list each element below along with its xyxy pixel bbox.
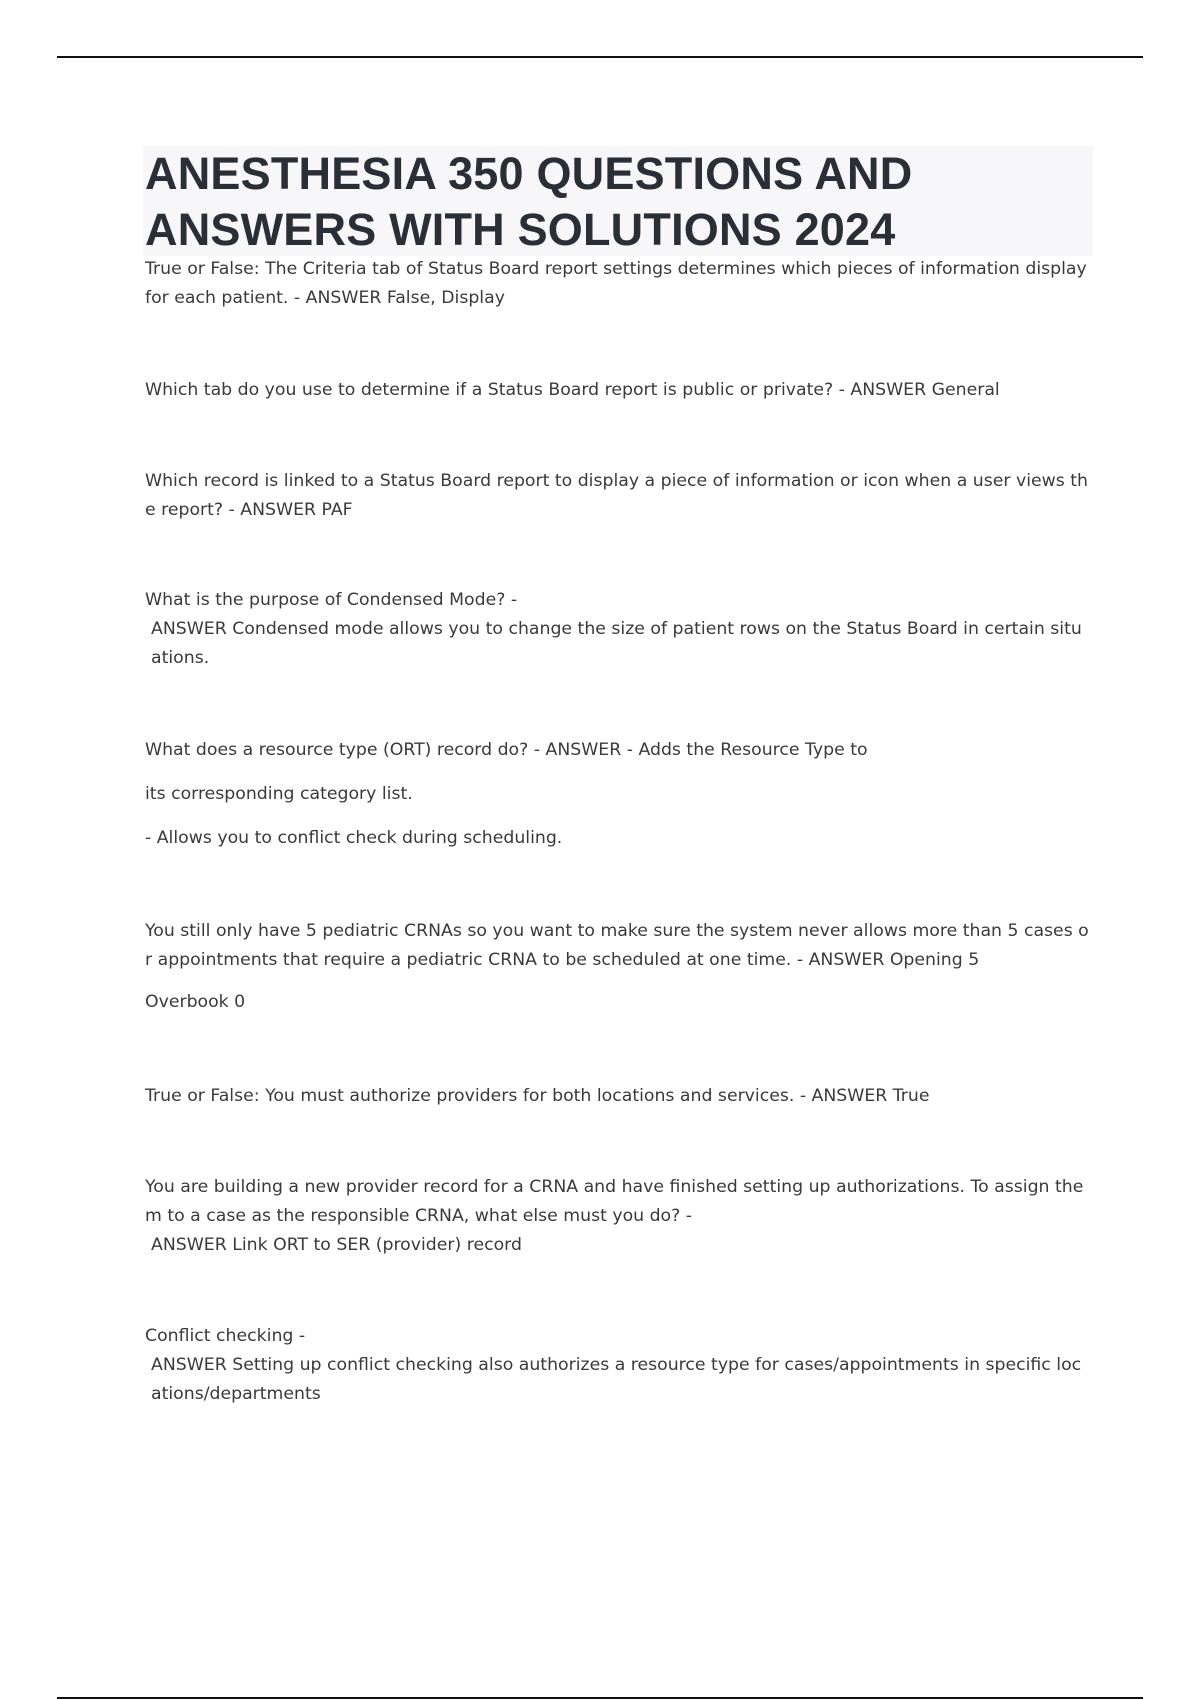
qa-item-5 <box>145 736 1090 853</box>
qa-item-6 <box>145 917 1090 1017</box>
line-gap <box>145 975 1090 988</box>
qa-item-9 <box>145 1322 1090 1409</box>
qa-question: You are building a new provider record for a CRNA and have finished setting up authorizations. To assign them to a case as the responsible CRNA, what else must you do? - <box>145 1177 1084 1226</box>
qa-answer: ANSWER Condensed mode allows you to change the size of patient rows on the Status Board in certain situations. <box>151 619 1082 668</box>
qa-item-8 <box>145 1173 1090 1260</box>
qa-text: Which record is linked to a Status Board report to display a piece of information or icon when a user views the report? - ANSWER PAF <box>145 471 1088 520</box>
qa-text: True or False: You must authorize providers for both locations and services. - ANSWER True <box>145 1086 930 1106</box>
qa-item-3 <box>145 467 1090 525</box>
top-rule <box>57 56 1143 58</box>
qa-item-1 <box>145 255 1090 313</box>
qa-text: - Allows you to conflict check during scheduling. <box>145 828 563 848</box>
qa-answer: ANSWER Setting up conflict checking also authorizes a resource type for cases/appointments in specific locations/departments <box>151 1355 1082 1404</box>
qa-text: You still only have 5 pediatric CRNAs so you want to make sure the system never allows more than 5 cases or appointments that require a pediatric CRNA to be scheduled at one time. - ANSWER Opening 5 <box>145 921 1089 970</box>
qa-question: Conflict checking - <box>145 1326 306 1346</box>
qa-answer: ANSWER Link ORT to SER (provider) record <box>151 1235 522 1255</box>
qa-item-2 <box>145 376 1090 405</box>
qa-text: What does a resource type (ORT) record do? - ANSWER - Adds the Resource Type to <box>145 740 868 760</box>
qa-text: Which tab do you use to determine if a Status Board report is public or private? - ANSWER General <box>145 380 1000 400</box>
qa-text: its corresponding category list. <box>145 784 413 804</box>
line-gap <box>145 809 1090 824</box>
title-line-1: ANESTHESIA 350 QUESTIONS AND <box>145 148 913 199</box>
qa-text: True or False: The Criteria tab of Status Board report settings determines which pieces of information display for each patient. - ANSWER False, Display <box>145 259 1087 308</box>
qa-question: What is the purpose of Condensed Mode? - <box>145 590 518 610</box>
qa-item-4 <box>145 586 1090 673</box>
qa-item-7 <box>145 1082 1090 1111</box>
bottom-rule <box>57 1697 1143 1699</box>
qa-text: Overbook 0 <box>145 992 246 1012</box>
line-gap <box>145 765 1090 780</box>
title-line-2: ANSWERS WITH SOLUTIONS 2024 <box>145 204 896 255</box>
document-title <box>145 146 1090 258</box>
